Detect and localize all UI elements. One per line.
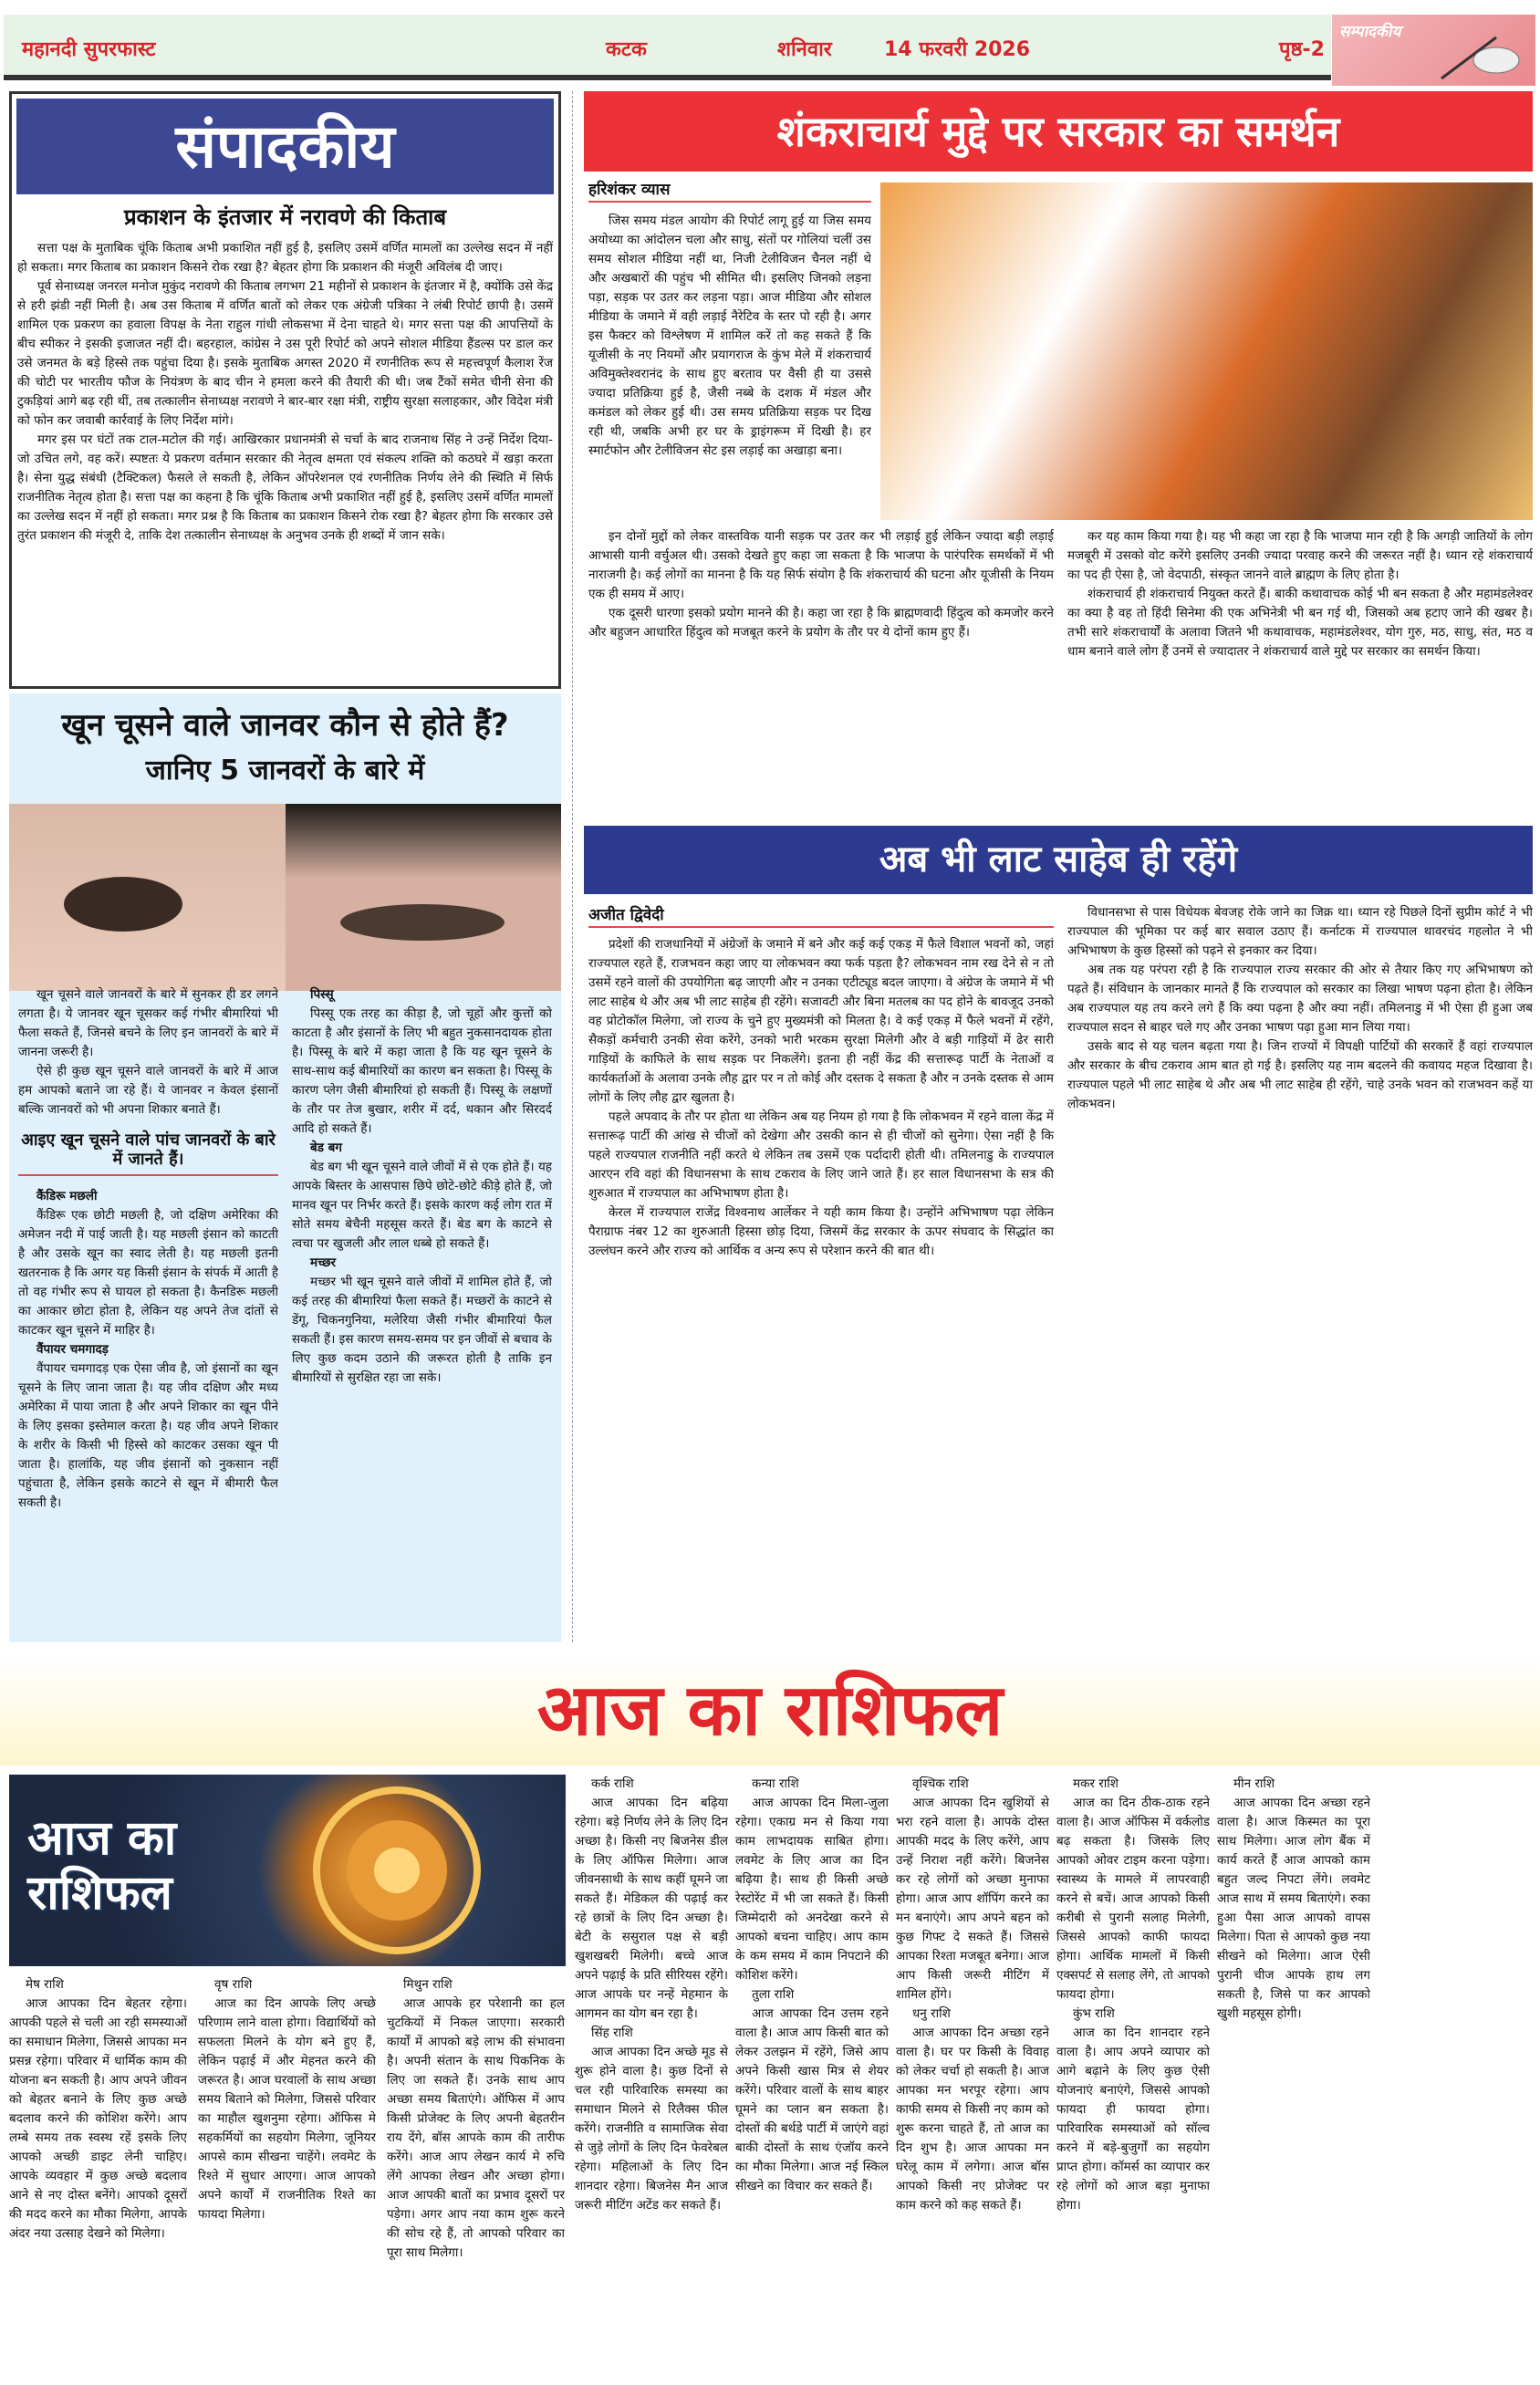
paragraph: एक दूसरी धारणा इसको प्रयोग मानने की है। कहा जा रहा है कि ब्राह्मणवादी हिंदुत्व को कमजोर करने और बहुजन आधारित हिंदुत्व को मजबूत करने के प्रयोग के तौर पर ये दोनों काम हुए हैं। xyxy=(588,606,1054,640)
editorial-headline: प्रकाशन के इंतजार में नरावणे की किताब xyxy=(123,204,447,230)
sign-name: सिंह राशि xyxy=(591,2026,633,2040)
sign-name: मेष राशि xyxy=(26,1977,64,1992)
rashifal-column xyxy=(1217,1775,1370,2381)
shankaracharya-headline: शंकराचार्य मुद्दे पर सरकार का समर्थन xyxy=(584,91,1533,172)
paragraph: मगर इस पर घंटों तक टाल-मटोल की गई। आखिरकार प्रधानमंत्री से चर्चा के बाद राजनाथ सिंह ने उन्हें निर्देश दिया- जो उचित लगे, वह करें। स्पष्टतः ये प्रकरण वर्तमान सरकार की नेतृत्व क्षमता एवं संकल्प शक्ति को कठघरे में खड़ा करता है। सेना युद्ध संबंधी (टैक्टिकल) फैसले ले सकती है, लेकिन ऑपरेशनल एवं रणनीतिक निर्णय लेने की स्थिति में सिर्फ राजनीतिक नेतृत्व होता है। सत्ता पक्ष का कहना है कि चूंकि किताब अभी प्रकाशित नहीं हुई है, इसलिए उसमें वर्णित मामलों का उल्लेख सदन में नहीं हो सकता। मगर प्रश्न है कि किताब का प्रकाशन किसने रोक रखा है? बेहतर होगा कि सरकार उसे तुरंत प्रकाशन की मंजूरी दे, ताकि देश तत्कालीन सेनाध्यक्ष के अनुभव उनके ही शब्दों में जान सके। xyxy=(17,432,553,543)
rashifal-column xyxy=(896,1775,1049,2381)
rashifal-column xyxy=(387,1975,565,2381)
paragraph: बेड बग भी खून चूसने वाले जीवों में से एक होते हैं। यह आपके बिस्तर के आसपास छिपे छोटे-छोटे कीड़े होते हैं, जो मानव खून पर निर्भर करते हैं। इसके कारण कई लोग रात में सोते समय बेचैनी महसूस करते हैं। बेड बग के काटने से त्वचा पर खुजली और लाल धब्बे हो सकते हैं। xyxy=(292,1160,552,1251)
paragraph: पहले अपवाद के तौर पर होता था लेकिन अब यह नियम हो गया है कि लोकभवन में रहने वाला केंद्र में सत्तारूढ़ पार्टी की आंख से चीजों को देखेगा और उसकी कान से ही चीजों को सुनेगा। ऐसा नहीं है कि पहले राज्यपाल राजनीति नहीं करते थे लेकिन तब उसमें एक पर्दादारी होती थी। तमिलनाडु के राज्यपाल आरएन रवि वहां की विधानसभा के साथ टकराव के लिए जाने जाते हैं। हर साल विधानसभा के सत्र की शुरुआत में राज्यपाल का अभिभाषण होता है। xyxy=(588,1109,1054,1201)
sign-name: मकर राशि xyxy=(1073,1776,1119,1791)
byline: हरिशंकर व्यास xyxy=(588,178,871,203)
zodiac-wheel-icon xyxy=(310,1784,484,1957)
shankar-col-1 xyxy=(588,212,871,522)
sign-name: कुंभ राशि xyxy=(1073,2006,1115,2021)
page-number: पृष्ठ-2 xyxy=(1279,38,1325,61)
rashifal-column xyxy=(1056,1775,1210,2381)
lat-sahab-col-2 xyxy=(1067,903,1533,1642)
sign-name: कर्क राशि xyxy=(591,1776,634,1791)
editorial-badge xyxy=(1332,15,1535,86)
leech-photo xyxy=(9,804,561,991)
sign-name: तुला राशि xyxy=(752,1987,795,2002)
column-divider xyxy=(572,91,573,1642)
sign-text: आज आपका दिन अच्छा रहने वाला है। आज किस्मत का पूरा साथ मिलेगा। आज लोग बैंक में कार्य करते हैं आज आपको काम बहुत जल्द निपटा लेंगे। लवमेट आज साथ में समय बिताएंगे। रुका हुआ पैसा आज आपको वापस मिलेगा। पिता से आपको कुछ नया सीखने को मिलेगा। आज ऐसी पुरानी चीज आपके हाथ लग सकती है, जिसे पा कर आपको खुशी महसूस होगी। xyxy=(1217,1796,1370,2021)
badge-label: सम्पादकीय xyxy=(1339,23,1401,41)
editorial-title: संपादकीय xyxy=(16,99,554,194)
sign-name: मिथुन राशि xyxy=(403,1977,453,1992)
paragraph: वैंपायर चमगादड़ एक ऐसा जीव है, जो इंसानों का खून चूसने के लिए जाना जाता है। यह जीव दक्षिण और मध्य अमेरिका में पाया जाता है और अपने शिकार का खून पीने के लिए इसका इस्तेमाल करता है। यह जीव अपने शिकार के शरीर के किसी भी हिस्से को काटकर उसका खून पी जाता है। हालांकि, यह जीव इंसानों को नुकसान नहीं पहुंचाता है, लेकिन इसके काटने से खून में बीमारी फैल सकती है। xyxy=(18,1361,278,1510)
editorial-body xyxy=(12,239,558,700)
rashifal-column xyxy=(198,1975,376,2381)
sign-text: आज का दिन ठीक-ठाक रहने वाला है। आज ऑफिस में वर्कलोड बढ़ सकता है। जिसके लिए आपको ओवर टाइम करना पड़ेगा। स्वास्थ्य के मामले में लापरवाही करने से बचें। आज आपको किसी करीबी से पुरानी सलाह मिलेगी, जिससे आपको काफी फायदा होगा। आर्थिक मामलों में किसी एक्सपर्ट से सलाह लेंगे, तो आपको फायदा होगा। xyxy=(1056,1796,1210,2002)
paragraph: केरल में राज्यपाल राजेंद्र विश्वनाथ आर्लेकर ने यही काम किया है। उन्होंने अभिभाषण पढ़ा लेकिन पैराग्राफ नंबर 12 का शुरुआती हिस्सा छोड़ दिया, जिसमें केंद्र सरकार के ऊपर संघवाद के सिद्धांत का उल्लंघन करने और राज्य को आर्थिक व अन्य रूप से परेशान करने की बात थी। xyxy=(588,1205,1054,1258)
paragraph: इन दोनों मुद्दों को लेकर वास्तविक यानी सड़क पर उतर कर भी लड़ाई हुई लेकिन ज्यादा बड़ी लड़ाई आभासी यानी वर्चुअल थी। उसको देखते हुए कहा जा सकता है कि भाजपा के पारंपरिक समर्थकों में भी नाराजगी है। कई लोगों का मानना है कि यह सिर्फ संयोग है कि शंकराचार्य की घटना और यूजीसी के नियम एक ही समय में आए। xyxy=(588,529,1054,601)
paragraph: प्रदेशों की राजधानियों में अंग्रेजों के जमाने में बने और कई कई एकड़ में फैले विशाल भवनों को, जहां राज्यपाल रहते हैं, राजभवन कहा जाए या लोकभवन क्या फर्क पड़ता है? लोकभवन नाम रख देने से न तो उसमें रहने वालों की उपयोगिता बढ़ जाएगी और न उनका एटीट्यूड बदल जाएगा। वे अंग्रेज के जमाने में भी लाट साहेब थे और अब भी लाट साहेब ही रहेंगे। सजावटी और बिना मतलब का पद होने के बावजूद उनको वह प्रोटोकॉल मिलेगा, जो राज्य के चुने हुए मुख्यमंत्री को मिलता है। वे कई एकड़ में फैले भवनों में रहेंगे, सैकड़ों कर्मचारी उनकी सेवा करेंगे, उनको भारी भरकम सुरक्षा मिलेगी और वे बड़ी गाड़ियों में ढेर सारी गाड़ियों के काफिले के साथ सड़क पर निकलेंगे। इतना ही नहीं केंद्र की सत्तारूढ़ पार्टी के नेताओं व कार्यकर्ताओं के अलावा उनके लौह द्वार पर न तो कोई और दस्तक दे सकता है और न उनके दस्तक से आम लोगों के लिए लौह द्वार खुलता है। xyxy=(588,937,1054,1105)
byline: अजीत द्विवेदी xyxy=(588,903,1054,928)
sign-text: आज आपका दिन मिला-जुला रहेगा। एकाग्र मन से किया गया काम लाभदायक साबित होगा। लवमेट के लिए आज का दिन बढ़िया है। साथ ही किसी अच्छे रेस्टोरेंट में भी जा सकते हैं। किसी जिम्मेदारी को अनदेखा करने से आपको बचना चाहिए। आप काम के कम समय में काम निपटाने की कोशिश करेंगे। xyxy=(735,1796,889,1983)
editorial-box xyxy=(9,91,561,689)
date: 14 फरवरी 2026 xyxy=(884,38,1031,61)
sign-text: आज आपका दिन अच्छे मूड से शुरू होने वाला है। कुछ दिनों से चल रही पारिवारिक समस्या का समाधान मिलने से रिलैक्स फील करेंगे। राजनीति व सामाजिक सेवा से जुड़े लोगों के लिए दिन फेवरेबल रहेगा। महिलाओं के लिए दिन शानदार रहेगा। बिजनेस मैन आज जरूरी मीटिंग अटेंड कर सकते हैं। xyxy=(575,2045,728,2213)
paragraph: खून चूसने वाले जानवरों के बारे में सुनकर ही डर लगने लगता है। ये जानवर खून चूसकर कई गंभीर बीमारियां भी फैला सकते हैं, जिनसे बचने के लिए इन जानवरों के बारे में जानना जरूरी है। xyxy=(18,987,278,1059)
sign-text: आज आपका दिन बढ़िया रहेगा। बड़े निर्णय लेने के लिए दिन अच्छा है। किसी नए बिजनेस डील के लिए ऑफिस मिलेगा। आज जीवनसाथी के साथ कहीं घूमने जा सकते हैं। मेडिकल की पढ़ाई कर रहे छात्रों के लिए दिन अच्छा है। बेटी के ससुराल पक्ष से बड़ी खुशखबरी मिलेगी। बच्चे आज अपने पढ़ाई के प्रति सीरियस रहेंगे। आज आपके घर नन्हें मेहमान के आगमन का योग बन रहा है। xyxy=(575,1796,728,2021)
sign-text: आज का दिन शानदार रहने वाला है। आप अपने व्यापार को आगे बढ़ाने के लिए कुछ ऐसी योजनाएं बनाएंगे, जिससे आपको फायदा ही फायदा होगा। पारिवारिक समस्याओं को सॉल्व करने में बड़े-बुजुर्गों का सहयोग प्राप्त होगा। कॉमर्स का व्यापार कर रहे लोगों को आज बड़ा मुनाफा होगा। xyxy=(1056,2026,1210,2213)
section-title: वैंपायर चमगादड़ xyxy=(36,1342,109,1357)
paragraph: पूर्व सेनाध्यक्ष जनरल मनोज मुकुंद नरावणे की किताब लगभग 21 महीनों से प्रकाशन के इंतजार में है, क्योंकि उसे केंद्र से हरी झंडी नहीं मिली है। अब उस किताब में वर्णित बातों को लेकर एक अंग्रेजी पत्रिका ने लंबी रिपोर्ट छापी है। उसमें शामिल एक प्रकरण का हवाला विपक्ष के नेता राहुल गांधी लोकसभा में देना चाहते थे। मगर सत्ता पक्ष की आपत्तियों के बीच स्पीकर ने इसकी इजाजत नहीं दी। बहरहाल, कांग्रेस ने उस पूरी रिपोर्ट को अपने सोशल मीडिया हैंडल्स पर डाल कर उसे जनमत के बड़े हिस्से तक पहुंचा दिया है। इसके मुताबिक अगस्त 2020 में रणनीतिक रूप से महत्त्वपूर्ण कैलाश रेंज की चोटी पर भारतीय फौज के नियंत्रण के बाद चीन ने हमला करने की तैयारी की थी। जब टैंकों समेत चीनी सेना की टुकड़ियां आगे बढ़ रही थीं, तब तत्कालीन सेनाध्यक्ष नरावणे ने बार-बार रक्षा मंत्री, राष्ट्रीय सुरक्षा सलाहकार, और विदेश मंत्री को फोन कर जवाबी कार्रवाई के लिए निर्देश मांगे। xyxy=(17,279,553,428)
paragraph: कर यह काम किया गया है। यह भी कहा जा रहा है कि भाजपा मान रही है कि अगड़ी जातियों के लोग मजबूरी में उसको वोट करेंगे इसलिए उनकी ज्यादा परवाह करने की जरूरत नहीं है। ध्यान रहे शंकराचार्य का पद ही ऐसा है, जो वेदपाठी, संस्कृत जानने वाले ब्राह्मण के लिए होता है। xyxy=(1067,529,1533,582)
paragraph: पिस्सू एक तरह का कीड़ा है, जो चूहों और कुत्तों को काटता है और इंसानों के लिए भी बहुत नुकसानदायक होता है। पिस्सू के बारे में कहा जाता है कि यह खून चूसने के साथ-साथ कई बीमारियों का कारण बन सकता है। पिस्सू के कारण प्लेग जैसी बीमारियां हो सकती हैं। पिस्सू के लक्षणों के तौर पर तेज बुखार, शरीर में दर्द, थकान और सिरदर्द आदि हो सकते हैं। xyxy=(292,1006,552,1136)
paragraph: ऐसे ही कुछ खून चूसने वाले जानवरों के बारे में आज हम आपको बताने जा रहे हैं। ये जानवर न केवल इंसानों बल्कि जानवरों को भी अपना शिकार बनाते हैं। xyxy=(18,1064,278,1117)
sign-text: आज का दिन आपके लिए अच्छे परिणाम लाने वाला होगा। विद्यार्थियों को सफलता मिलने के योग बने हुए हैं, लेकिन पढ़ाई में और मेहनत करने की जरूरत है। आज घरवालों के साथ अच्छा समय बिताने को मिलेगा, जिससे परिवार का माहौल खुशनुमा रहेगा। ऑफिस मे सहकर्मियों का सहयोग मिलेगा, जूनियर आपसे काम सीखना चाहेंगे। लवमेट के रिश्ते में सुधार आएगा। आज आपको अपने कार्यों में राजनीतिक रिश्ते का फायदा मिलेगा। xyxy=(198,1996,376,2222)
leech-article xyxy=(9,693,561,1642)
sign-text: आज आपका दिन बेहतर रहेगा। आपकी पहले से चली आ रही समस्याओं का समाधान मिलेगा, जिससे आपका मन प्रसन्न रहेगा। परिवार में धार्मिक काम की योजना बन सकती है। आप अपने जीवन को बेहतर बनाने के लिए कुछ अच्छे बदलाव करने की कोशिश करेंगे। आप लम्बे समय तक स्वस्थ रहें इसके लिए आपको अच्छी डाइट लेनी चाहिए। आपके व्यवहार में कुछ अच्छे बदलाव आने से नए दोस्त बनेंगे। आपको दूसरों की मदद करने का मौका मिलेगा, आपके अंदर नया उत्साह देखने को मिलेगा। xyxy=(9,1996,187,2241)
leech-col-2 xyxy=(292,985,552,1638)
masthead xyxy=(4,15,1331,80)
rashifal-image-title: आज का राशिफल xyxy=(27,1811,177,1921)
rashifal-column xyxy=(735,1775,889,2381)
rashifal-image xyxy=(9,1775,566,1966)
section-title: मच्छर xyxy=(310,1255,337,1270)
sign-name: वृश्चिक राशि xyxy=(912,1776,969,1791)
lat-sahab-col-1 xyxy=(588,935,1054,1642)
leech-col-1 xyxy=(18,985,278,1638)
paragraph: जिस समय मंडल आयोग की रिपोर्ट लागू हुई या जिस समय अयोध्या का आंदोलन चला और साधु, संतों पर गोलियां चलीं उस समय सोशल मीडिया नहीं था, निजी टेलीविजन चैनल नहीं थे और अखबारों की पहुंच भी सीमित थी। इसलिए जिनको लड़ना पड़ा, सड़क पर उतर कर लड़ना पड़ा। आज मीडिया और सोशल मीडिया के जमाने में वही लड़ाई नैरेटिव के स्तर पो रही है। अगर इस फैक्टर को विश्लेषण में शामिल करें तो कह सकते हैं कि यूजीसी के नए नियमों और प्रयागराज के कुंभ मेले में शंकराचार्य अविमुक्तेश्वरानंद के साथ हुए बरताव पर वैसी ही या उससे ज्यादा प्रतिक्रिया हुई है, जैसी नब्बे के दशक में मंडल और कमंडल को लेकर हुई थी। उस समय प्रतिक्रिया सड़क पर दिख रही थी, जबकि अभी हर घर के ड्राइंगरूम में दिखी है। हर स्मार्टफोन और टेलीविजन सेट इस लड़ाई का अखाड़ा बना। xyxy=(588,214,871,458)
pen-hand-icon xyxy=(1432,33,1524,83)
sign-text: आज आपका दिन अच्छा रहने वाला है। घर पर किसी के विवाह को लेकर चर्चा हो सकती है। आज आपका मन भरपूर रहेगा। आप काफी समय से किसी नए काम को शुरू करना चाहते हैं, तो आज का दिन शुभ है। आज आपका मन घरेलू काम में लगेगा। आज बॉस आपको किसी नए प्रोजेक्ट पर काम करने को कह सकते हैं। xyxy=(896,2026,1049,2213)
sign-name: मीन राशि xyxy=(1233,1776,1275,1791)
paragraph: अब तक यह परंपरा रही है कि राज्यपाल राज्य सरकार की ओर से तैयार किए गए अभिभाषण को पढ़ते हैं। संविधान के जानकार मानते हैं कि राज्यपाल को सरकार का लिखा भाषण पढ़ना होता है। लेकिन अब राज्यपाल यह तय करने लगे हैं कि क्या पढ़ना है और क्या नहीं। तमिलनाडु में भी ऐसा ही हुआ जब राज्यपाल सदन से बाहर चले गए और उनका भाषण पढ़ा हुआ मान लिया गया। xyxy=(1067,963,1533,1035)
rashifal-column xyxy=(575,1775,728,2381)
sign-text: आज आपका दिन खुशियों से भरा रहने वाला है। आपके दोस्त आपकी मदद के लिए करेंगे, आप उन्हें निराश नहीं करेंगे। बिजनेस कर रहे लोगों को अच्छा मुनाफा होगा। आज आप शॉपिंग करने का मन बनाएंगे। आप अपने बहन को कुछ गिफ्ट दे सकते हैं। जिससे आपका रिश्ता मजबूत बनेगा। आज आप किसी जरूरी मीटिंग में शामिल होंगे। xyxy=(896,1796,1049,2002)
shankaracharya-photo xyxy=(880,182,1533,520)
leech-section-heading: आइए खून चूसने वाले पांच जानवरों के बारे में जानते हैं। xyxy=(18,1130,278,1176)
sign-name: कन्या राशि xyxy=(752,1776,799,1791)
lat-sahab-headline: अब भी लाट साहेब ही रहेंगे xyxy=(584,826,1533,894)
rashifal-banner: आज का राशिफल xyxy=(0,1656,1540,1765)
section-title: बेड बग xyxy=(310,1140,342,1155)
section-title: कैंडिरू मछली xyxy=(36,1189,98,1203)
section-title: पिस्सू xyxy=(310,987,334,1002)
day: शनिवार xyxy=(777,38,832,61)
paper-name: महानदी सुपरफास्ट xyxy=(22,38,156,61)
leech-headline: खून चूसने वाले जानवर कौन से होते हैं? xyxy=(61,707,509,744)
sign-text: आज आपके हर परेशानी का हल चुटकियों में निकल जाएगा। सरकारी कार्यों में आपको बड़े लाभ की संभावना है। अपनी संतान के साथ पिकनिक के लिए जा सकते हैं। उनके साथ आप अच्छा समय बिताएंगे। ऑफिस में आप किसी प्रोजेक्ट के लिए अपनी बेहतरीन राय देंगे, बॉस आपके काम की तारीफ करेंगे। आज आप लेखन कार्य मे रुचि लेंगे आपका लेखन और अच्छा होगा। आज आपकी बातों का प्रभाव दूसरों पर पड़ेगा। अगर आप नया काम शुरू करने की सोच रहे हैं, तो आपको परिवार का पूरा साथ मिलेगा। xyxy=(387,1996,565,2260)
paragraph: सत्ता पक्ष के मुताबिक चूंकि किताब अभी प्रकाशित नहीं हुई है, इसलिए उसमें वर्णित मामलों का उल्लेख सदन में नहीं हो सकता। मगर किताब का प्रकाशन किसने रोक रखा है? बेहतर होगा कि प्रकाशन की मंजूरी अविलंब दी जाए। xyxy=(17,241,553,275)
paragraph: उसके बाद से यह चलन बढ़ता गया है। जिन राज्यों में विपक्षी पार्टियों की सरकारें हैं वहां राज्यपाल और सरकार के बीच टकराव आम बात हो गई है। इसलिए यह नाम बदलने की कवायद महज दिखावा है। राज्यपाल पहले भी लाट साहेब थे और अब भी लाट साहेब ही रहेंगे, चाहे उनके भवन को राजभवन कहें या लोकभवन। xyxy=(1067,1039,1533,1111)
leech-subheadline: जानिए 5 जानवरों के बारे में xyxy=(145,755,425,786)
paragraph: विधानसभा से पास विधेयक बेवजह रोके जाने का जिक्र था। ध्यान रहे पिछले दिनों सुप्रीम कोर्ट ने भी राज्यपाल की भूमिका पर कई बार सवाल उठाए हैं। कर्नाटक में राज्यपाल थावरचंद गहलोत ने भी अभिभाषण के कुछ हिस्सों को पढ़ने से इनकार कर दिया। xyxy=(1067,905,1533,958)
sign-name: वृष राशि xyxy=(214,1977,253,1992)
paragraph: शंकराचार्य ही शंकराचार्य नियुक्त करते हैं। बाकी कथावाचक कोई भी बन सकता है और महामंडलेश्वर का क्या है वह तो हिंदी सिनेमा की एक अभिनेत्री भी बन गई थी, जिसको अब हटाए जाने की खबर है। तभी सारे शंकराचार्यों के अलावा जितने भी कथावाचक, महामंडलेश्वर, योग गुरु, मठ, साधु, संत, मठ व धाम बनाने वाले लोग हैं उनमें से ज्यादातर ने शंकराचार्य वाले मुद्दे पर सरकार का समर्थन किया। xyxy=(1067,587,1533,659)
sign-text: आज आपका दिन उत्तम रहने वाला है। आज आप किसी बात को लेकर उलझन में रहेंगे, जिसे आप अपने किसी खास मित्र से शेयर करेंगे। परिवार वालों के साथ बाहर घूमने का प्लान बन सकता है। दोस्तों की बर्थडे पार्टी में जाएंगे वहां बाकी दोस्तों के साथ एंजॉय करने का मौका मिलेगा। आज नई स्किल सीखने का विचार कर सकते हैं। xyxy=(735,2006,889,2193)
sign-name: धनु राशि xyxy=(912,2006,951,2021)
city: कटक xyxy=(606,38,647,61)
rashifal-column xyxy=(9,1975,187,2381)
paragraph: कैंडिरू एक छोटी मछली है, जो दक्षिण अमेरिका की अमेजन नदी में पाई जाती है। यह मछली इंसान को काटती है और उसके खून का स्वाद लेती है। यह मछली इतनी खतरनाक है कि अगर यह किसी इंसान के संपर्क में आती है तो वह गंभीर रूप से घायल हो सकता है। कैनडिरू मछली का आकार छोटा होता है, लेकिन यह अपने तेज दांतों से काटकर खून चूसने में माहिर है। xyxy=(18,1208,278,1338)
paragraph: मच्छर भी खून चूसने वाले जीवों में शामिल होते हैं, जो कई तरह की बीमारियां फैला सकते हैं। मच्छरों के काटने से डेंगू, चिकनगुनिया, मलेरिया जैसी गंभीर बीमारियां फैल सकती हैं। इस कारण समय-समय पर इन जीवों से बचाव के लिए कुछ कदम उठाने की जरूरत होती है ताकि इन बीमारियों से सुरक्षित रहा जा सके। xyxy=(292,1275,552,1385)
rashifal-column xyxy=(1378,1775,1531,2381)
shankar-col-2 xyxy=(588,527,1054,801)
shankar-col-3 xyxy=(1067,527,1533,801)
